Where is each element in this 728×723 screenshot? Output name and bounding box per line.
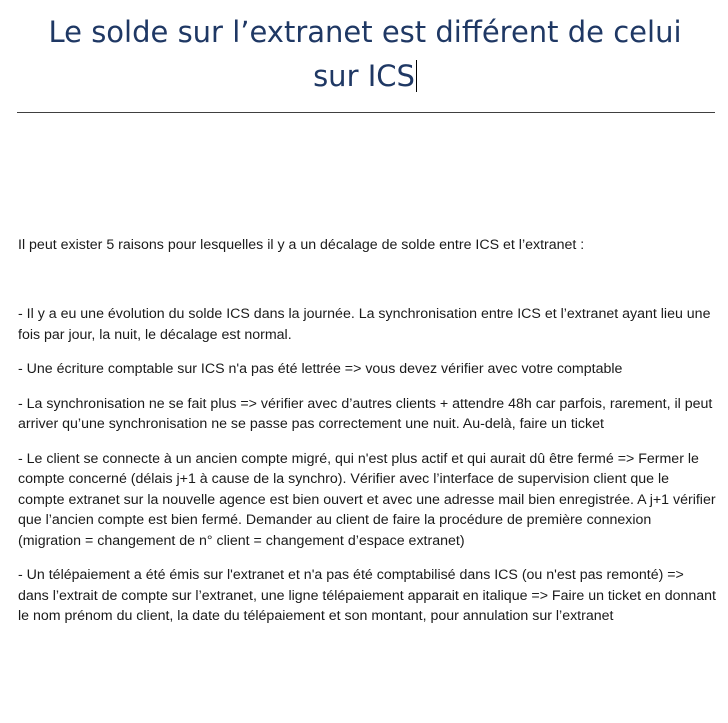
reason-item-4: - Le client se connecte à un ancien compte migré, qui n'est plus actif et qui aurait dû être fermé => Fermer le compte concerné (délais j+1 à cause de la synchro). Vérifier avec l’interface de supervision client que le compte extranet sur la nouvelle agence est bien ouvert et avec une adresse mail bien enregistrée. A j+1 vérifier que l’ancien compte est bien fermé. Demander au client de faire la procédure de première connexion (migration = changement de n° client = changement d’espace extranet) — [18, 450, 716, 549]
reason-item-2: - Une écriture comptable sur ICS n'a pas été lettrée => vous devez vérifier avec votre comptable — [18, 361, 623, 377]
text-cursor — [416, 60, 417, 92]
title-divider — [17, 112, 715, 113]
reason-item-3: - La synchronisation ne se fait plus => vérifier avec d’autres clients + attendre 48h car parfois, rarement, il peut arriver qu’une synchronisation ne se passe pas correctement une nuit. Au-delà, faire un ticket — [18, 395, 713, 432]
reason-item-1: - Il y a eu une évolution du solde ICS dans la journée. La synchronisation entre ICS et l’extranet ayant lieu une fois par jour, la nuit, le décalage est normal. — [18, 306, 711, 343]
title-line-1: Le solde sur l’extranet est différent de celui — [48, 15, 682, 49]
reasons-list — [18, 304, 718, 641]
intro-paragraph: Il peut exister 5 raisons pour lesquelles il y a un décalage de solde entre ICS et l’extranet : — [18, 237, 585, 253]
page-title — [16, 10, 714, 98]
title-line-2: sur ICS — [313, 59, 415, 93]
reason-item-5: - Un télépaiement a été émis sur l'extranet et n'a pas été comptabilisé dans ICS (ou n'est pas remonté) => dans l’extrait de compte sur l’extranet, une ligne télépaiement apparait en italique => Faire un ticket en donnant le nom prénom du client, la date du télépaiement et son montant, pour annulation sur l’extranet — [18, 567, 716, 624]
